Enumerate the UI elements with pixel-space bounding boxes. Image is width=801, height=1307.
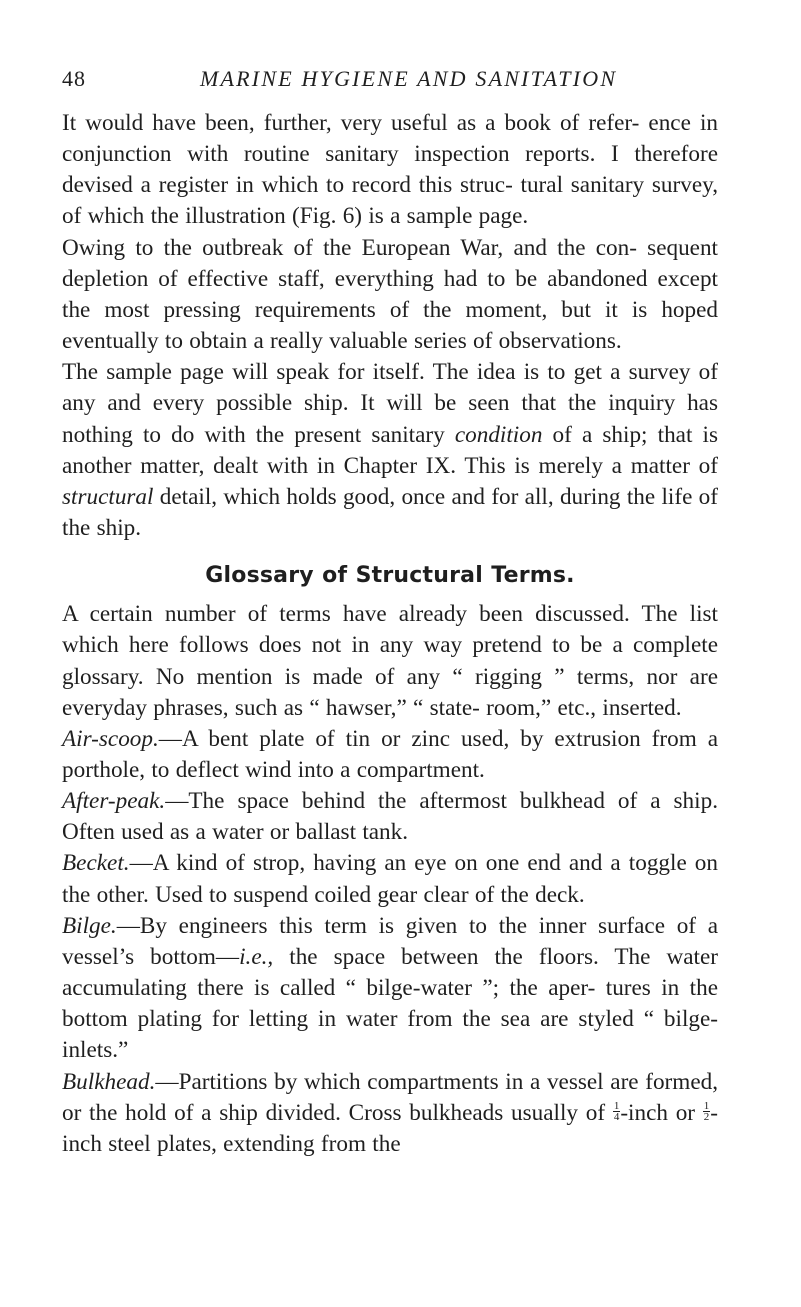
- glossary-definition: -inch steel plates, extending from the: [62, 1099, 718, 1157]
- fraction-denominator: 2: [703, 1110, 710, 1123]
- glossary-entry-bulkhead: [62, 1067, 718, 1160]
- glossary-definition: -inch or: [620, 1099, 703, 1126]
- glossary-term: Air-scoop.: [62, 725, 159, 752]
- running-head: [62, 64, 720, 94]
- glossary-definition: —Partitions by which compartments in a vessel are formed, or the hold of a ship divided. Cross bulkheads usually of: [62, 1068, 718, 1126]
- running-title: MARINE HYGIENE AND SANITATION: [200, 66, 618, 91]
- glossary-entry-air-scoop: [62, 724, 718, 786]
- paragraph-war: Owing to the outbreak of the European War, and the con- sequent depletion of effective staff, everything had to be abandoned except the most pressing requirements of the moment, but it is hoped eventually to obtain a really valuable series of observations.: [62, 234, 718, 355]
- glossary-entry-bilge: [62, 911, 718, 1067]
- paragraph-register: It would have been, further, very useful as a book of refer- ence in conjunction with routine sanitary inspection reports. I therefore devised a register in which to record this struc- tural sanitary survey, of which the illustration (Fig. 6) is a sample page.: [62, 110, 718, 230]
- emphasis-ie: i.e.,: [239, 943, 274, 970]
- glossary-term: After-peak.: [62, 788, 166, 815]
- section-heading: Glossary of Structural Terms.: [205, 563, 575, 589]
- glossary-definition: —The space behind the aftermost bulkhead of a ship. Often used as a water or ballast tank.: [62, 788, 718, 846]
- emphasis-condition: condition: [454, 421, 543, 448]
- fraction-denominator: 4: [613, 1110, 620, 1123]
- glossary-term: Becket.: [62, 850, 130, 877]
- page-number: 48: [62, 66, 86, 91]
- fraction-half: [703, 1101, 711, 1122]
- glossary-definition: —A kind of strop, having an eye on one end and a toggle on the other. Used to suspend coiled gear clear of the deck.: [62, 850, 718, 908]
- fraction-quarter: [613, 1101, 621, 1122]
- glossary-definition: —By engineers this term is given to the inner surface of a vessel’s bottom—: [62, 912, 718, 970]
- glossary-definition: the space between the floors. The water accumulating there is called “ bilge-water ”; the aper- tures in the bottom plating for letting in water from the sea are styled “ bilge-inlets.”: [62, 943, 718, 1064]
- body-text: [62, 108, 718, 1160]
- fraction-numerator: 1: [613, 1099, 620, 1112]
- paragraph-glossary-intro: A certain number of terms have already been discussed. The list which here follows does not in any way pretend to be a complete glossary. No mention is made of any “ rigging ” terms, nor are everyday phrases, such as “ hawser,” “ state- room,” etc., inserted.: [62, 601, 718, 721]
- glossary-entry-becket: [62, 848, 718, 910]
- fraction-numerator: 1: [703, 1099, 710, 1112]
- glossary-definition: —A bent plate of tin or zinc used, by extrusion from a porthole, to deflect wind into a compartment.: [62, 725, 718, 783]
- emphasis-structural: structural: [62, 483, 154, 510]
- glossary-term: Bulkhead.: [62, 1068, 156, 1095]
- glossary-entry-after-peak: [62, 786, 718, 848]
- glossary-term: Bilge.: [62, 912, 117, 939]
- paragraph-text: detail, which holds good, once and for all, during the life of the ship.: [62, 483, 718, 542]
- paragraph-sample-page: [62, 357, 718, 544]
- paragraph-text: The sample page will speak for itself. The idea is to get a survey of any and every possible ship. It will be seen that the inquiry has nothing to do with the present sanitary: [62, 359, 718, 448]
- paragraph-text: of a ship; that is another matter, dealt with in Chapter IX. This is merely a matter of: [62, 421, 718, 479]
